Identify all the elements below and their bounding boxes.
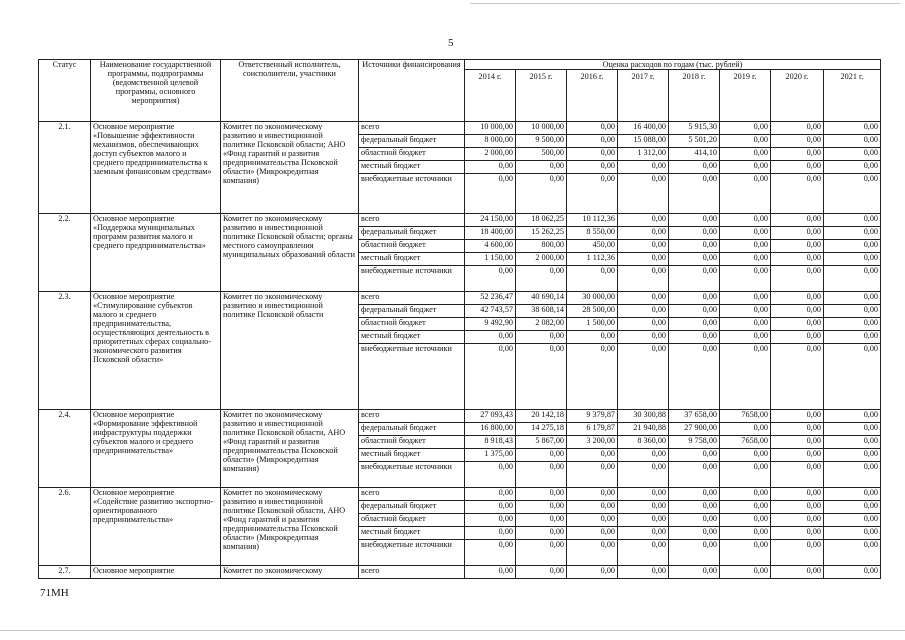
amount-cell: 0,00 (824, 122, 881, 135)
year-header: 2021 г. (824, 70, 881, 122)
amount-cell: 0,00 (618, 540, 669, 566)
amount-cell: 37 658,00 (669, 410, 720, 423)
amount-cell: 0,00 (720, 227, 771, 240)
amount-cell: 0,00 (824, 253, 881, 266)
table-row (39, 488, 881, 501)
amount-cell: 1 375,00 (465, 449, 516, 462)
amount-cell: 0,00 (771, 161, 824, 174)
amount-cell: 0,00 (771, 566, 824, 579)
header-row (39, 60, 881, 70)
funding-source-cell: всего (359, 122, 465, 135)
year-header: 2015 г. (516, 70, 567, 122)
amount-cell: 0,00 (771, 148, 824, 161)
amount-cell: 0,00 (669, 501, 720, 514)
amount-cell: 0,00 (567, 266, 618, 292)
amount-cell: 0,00 (618, 449, 669, 462)
amount-cell: 0,00 (824, 514, 881, 527)
amount-cell: 0,00 (720, 540, 771, 566)
amount-cell: 0,00 (567, 566, 618, 579)
amount-cell: 0,00 (720, 148, 771, 161)
amount-cell: 0,00 (465, 174, 516, 214)
funding-source-cell: областной бюджет (359, 148, 465, 161)
amount-cell: 500,00 (516, 148, 567, 161)
amount-cell: 0,00 (516, 449, 567, 462)
amount-cell: 0,00 (465, 161, 516, 174)
amount-cell: 15 262,25 (516, 227, 567, 240)
amount-cell: 2 000,00 (465, 148, 516, 161)
executor-cell: Комитет по экономическому развитию и инвестиционной политике Псковской области; органы местного самоуправления муниципальных образований области (221, 214, 359, 292)
amount-cell: 0,00 (669, 253, 720, 266)
amount-cell: 21 940,88 (618, 423, 669, 436)
amount-cell: 0,00 (720, 344, 771, 410)
amount-cell: 18 400,00 (465, 227, 516, 240)
amount-cell: 4 600,00 (465, 240, 516, 253)
amount-cell: 0,00 (720, 501, 771, 514)
year-header: 2016 г. (567, 70, 618, 122)
amount-cell: 0,00 (824, 305, 881, 318)
activity-name-cell: Основное мероприятие «Стимулирование субъектов малого и среднего предпринимательства, осуществляющих деятельность в приоритетных сферах социально-экономического развития Псковской области» (91, 292, 221, 410)
amount-cell: 0,00 (824, 462, 881, 488)
funding-source-cell: всего (359, 214, 465, 227)
amount-cell: 8 000,00 (465, 135, 516, 148)
amount-cell: 0,00 (516, 566, 567, 579)
amount-cell: 0,00 (567, 501, 618, 514)
amount-cell: 0,00 (720, 462, 771, 488)
amount-cell: 0,00 (771, 514, 824, 527)
amount-cell: 0,00 (824, 501, 881, 514)
funding-source-cell: областной бюджет (359, 240, 465, 253)
amount-cell: 0,00 (771, 527, 824, 540)
amount-cell: 0,00 (618, 240, 669, 253)
activity-name-cell: Основное мероприятие «Формирование эффективной инфраструктуры поддержки субъектов малого и среднего предпринимательства» (91, 410, 221, 488)
funding-source-cell: областной бюджет (359, 318, 465, 331)
amount-cell: 0,00 (618, 305, 669, 318)
amount-cell: 0,00 (567, 148, 618, 161)
amount-cell: 0,00 (771, 253, 824, 266)
amount-cell: 0,00 (618, 331, 669, 344)
page-number: 5 (448, 37, 454, 49)
funding-source-cell: федеральный бюджет (359, 227, 465, 240)
funding-source-cell: всего (359, 488, 465, 501)
funding-source-cell: внебюджетные источники (359, 174, 465, 214)
funding-source-cell: всего (359, 566, 465, 579)
amount-cell: 0,00 (567, 514, 618, 527)
amount-cell: 0,00 (618, 566, 669, 579)
amount-cell: 0,00 (720, 527, 771, 540)
budget-table (38, 59, 881, 579)
amount-cell: 0,00 (771, 174, 824, 214)
amount-cell: 0,00 (771, 423, 824, 436)
amount-cell: 1 150,00 (465, 253, 516, 266)
amount-cell: 0,00 (618, 253, 669, 266)
amount-cell: 0,00 (771, 410, 824, 423)
amount-cell: 0,00 (771, 540, 824, 566)
amount-cell: 0,00 (771, 214, 824, 227)
amount-cell: 0,00 (771, 292, 824, 305)
amount-cell: 8 918,43 (465, 436, 516, 449)
amount-cell: 27 900,00 (669, 423, 720, 436)
amount-cell: 0,00 (771, 305, 824, 318)
amount-cell: 0,00 (618, 488, 669, 501)
amount-cell: 1 500,00 (567, 318, 618, 331)
amount-cell: 0,00 (669, 305, 720, 318)
funding-source-cell: всего (359, 410, 465, 423)
amount-cell: 0,00 (824, 227, 881, 240)
amount-cell: 0,00 (618, 501, 669, 514)
amount-cell: 0,00 (720, 292, 771, 305)
amount-cell: 15 088,00 (618, 135, 669, 148)
executor-cell: Комитет по экономическому развитию и инвестиционной политике Псковской области; АНО «Фонд гарантий и развития предпринимательства Псковской области» (Микрокредитная компания) (221, 122, 359, 214)
scan-edge-top (470, 3, 900, 4)
amount-cell: 0,00 (618, 514, 669, 527)
amount-cell: 0,00 (720, 122, 771, 135)
funding-source-cell: местный бюджет (359, 331, 465, 344)
activity-name-cell: Основное мероприятие «Содействие развитию экспортно-ориентированного предпринимательства» (91, 488, 221, 566)
funding-source-cell: федеральный бюджет (359, 305, 465, 318)
amount-cell: 1 112,36 (567, 253, 618, 266)
amount-cell: 0,00 (669, 514, 720, 527)
status-cell: 2.6. (39, 488, 91, 566)
amount-cell: 0,00 (669, 174, 720, 214)
amount-cell: 0,00 (771, 436, 824, 449)
amount-cell: 0,00 (618, 292, 669, 305)
amount-cell: 0,00 (516, 501, 567, 514)
amount-cell: 0,00 (824, 436, 881, 449)
funding-source-cell: внебюджетные источники (359, 540, 465, 566)
amount-cell: 0,00 (824, 148, 881, 161)
funding-source-cell: местный бюджет (359, 253, 465, 266)
amount-cell: 30 000,00 (567, 292, 618, 305)
amount-cell: 0,00 (465, 501, 516, 514)
amount-cell: 2 082,00 (516, 318, 567, 331)
amount-cell: 0,00 (720, 174, 771, 214)
amount-cell: 0,00 (465, 527, 516, 540)
amount-cell: 0,00 (618, 227, 669, 240)
amount-cell: 0,00 (465, 462, 516, 488)
amount-cell: 0,00 (516, 488, 567, 501)
amount-cell: 0,00 (669, 449, 720, 462)
amount-cell: 0,00 (771, 318, 824, 331)
status-cell: 2.1. (39, 122, 91, 214)
amount-cell: 18 062,25 (516, 214, 567, 227)
amount-cell: 0,00 (771, 227, 824, 240)
amount-cell: 0,00 (618, 214, 669, 227)
amount-cell: 27 093,43 (465, 410, 516, 423)
amount-cell: 2 000,00 (516, 253, 567, 266)
amount-cell: 0,00 (669, 227, 720, 240)
amount-cell: 0,00 (824, 292, 881, 305)
amount-cell: 0,00 (465, 488, 516, 501)
amount-cell: 0,00 (720, 566, 771, 579)
amount-cell: 0,00 (824, 410, 881, 423)
amount-cell: 0,00 (465, 266, 516, 292)
status-cell: 2.2. (39, 214, 91, 292)
amount-cell: 0,00 (771, 331, 824, 344)
year-header: 2020 г. (771, 70, 824, 122)
executor-cell: Комитет по экономическому (221, 566, 359, 579)
amount-cell: 0,00 (824, 318, 881, 331)
amount-cell: 0,00 (465, 566, 516, 579)
amount-cell: 1 312,00 (618, 148, 669, 161)
executor-cell: Комитет по экономическому развитию и инвестиционной политике Псковской области, АНО «Фонд гарантий и развития предпринимательства Псковской области» (Микрокредитная компания) (221, 488, 359, 566)
executor-cell: Комитет по экономическому развитию и инвестиционной политике Псковской области, АНО «Фонд гарантий и развития предпринимательства Псковской области» (Микрокредитная компания) (221, 410, 359, 488)
amount-cell: 0,00 (720, 161, 771, 174)
amount-cell: 0,00 (720, 331, 771, 344)
amount-cell: 0,00 (720, 214, 771, 227)
amount-cell: 0,00 (567, 527, 618, 540)
amount-cell: 450,00 (567, 240, 618, 253)
amount-cell: 0,00 (516, 540, 567, 566)
status-cell: 2.7. (39, 566, 91, 579)
amount-cell: 0,00 (618, 161, 669, 174)
amount-cell: 0,00 (720, 423, 771, 436)
amount-cell: 0,00 (771, 135, 824, 148)
amount-cell: 0,00 (669, 214, 720, 227)
table-row (39, 566, 881, 579)
amount-cell: 0,00 (669, 488, 720, 501)
amount-cell: 0,00 (465, 540, 516, 566)
funding-source-cell: внебюджетные источники (359, 462, 465, 488)
year-header: 2017 г. (618, 70, 669, 122)
amount-cell: 5 501,20 (669, 135, 720, 148)
funding-source-cell: федеральный бюджет (359, 501, 465, 514)
amount-cell: 5 867,00 (516, 436, 567, 449)
amount-cell: 0,00 (824, 161, 881, 174)
amount-cell: 0,00 (567, 122, 618, 135)
amount-cell: 8 360,00 (618, 436, 669, 449)
amount-cell: 0,00 (516, 344, 567, 410)
amount-cell: 0,00 (669, 240, 720, 253)
amount-cell: 0,00 (720, 240, 771, 253)
amount-cell: 0,00 (771, 449, 824, 462)
amount-cell: 0,00 (567, 331, 618, 344)
year-header: 2014 г. (465, 70, 516, 122)
funding-source-cell: областной бюджет (359, 514, 465, 527)
amount-cell: 0,00 (669, 566, 720, 579)
amount-cell: 0,00 (516, 514, 567, 527)
amount-cell: 8 550,00 (567, 227, 618, 240)
amount-cell: 40 690,14 (516, 292, 567, 305)
year-header: 2019 г. (720, 70, 771, 122)
amount-cell: 0,00 (824, 135, 881, 148)
amount-cell: 0,00 (720, 305, 771, 318)
amount-cell: 0,00 (824, 488, 881, 501)
amount-cell: 0,00 (567, 462, 618, 488)
amount-cell: 0,00 (567, 488, 618, 501)
amount-cell: 0,00 (618, 174, 669, 214)
status-header: Статус (39, 60, 91, 122)
amount-cell: 0,00 (824, 540, 881, 566)
table-row (39, 214, 881, 227)
executor-cell: Комитет по экономическому развитию и инвестиционной политике Псковской области (221, 292, 359, 410)
funding-source-cell: местный бюджет (359, 449, 465, 462)
amount-cell: 0,00 (824, 174, 881, 214)
amount-cell: 0,00 (618, 318, 669, 331)
amount-cell: 0,00 (669, 331, 720, 344)
funding-source-cell: областной бюджет (359, 436, 465, 449)
amount-cell: 0,00 (771, 122, 824, 135)
table-row (39, 292, 881, 305)
amount-cell: 0,00 (516, 462, 567, 488)
amount-cell: 0,00 (516, 331, 567, 344)
amount-cell: 0,00 (669, 292, 720, 305)
amount-cell: 0,00 (516, 174, 567, 214)
amount-cell: 16 800,00 (465, 423, 516, 436)
amount-cell: 0,00 (465, 514, 516, 527)
amount-cell: 0,00 (720, 135, 771, 148)
table-row (39, 122, 881, 135)
status-cell: 2.4. (39, 410, 91, 488)
amount-cell: 28 500,00 (567, 305, 618, 318)
amount-cell: 0,00 (771, 240, 824, 253)
amount-cell: 0,00 (618, 266, 669, 292)
amount-cell: 0,00 (669, 462, 720, 488)
amount-cell: 800,00 (516, 240, 567, 253)
amount-cell: 0,00 (771, 462, 824, 488)
amount-cell: 9 758,00 (669, 436, 720, 449)
amount-cell: 16 400,00 (618, 122, 669, 135)
amount-cell: 0,00 (567, 344, 618, 410)
amount-cell: 20 142,18 (516, 410, 567, 423)
funding-source-cell: местный бюджет (359, 161, 465, 174)
amount-cell: 0,00 (720, 318, 771, 331)
sources-header: Источники финансирования (359, 60, 465, 122)
amount-cell: 3 200,00 (567, 436, 618, 449)
amount-cell: 0,00 (567, 161, 618, 174)
amount-cell: 414,10 (669, 148, 720, 161)
scan-edge-bottom (0, 630, 905, 631)
amount-cell: 0,00 (720, 253, 771, 266)
amount-cell: 0,00 (567, 174, 618, 214)
amount-cell: 0,00 (824, 214, 881, 227)
amount-cell: 0,00 (824, 449, 881, 462)
estimate-header: Оценка расходов по годам (тыс. рублей) (465, 60, 881, 70)
amount-cell: 0,00 (771, 501, 824, 514)
amount-cell: 0,00 (824, 344, 881, 410)
amount-cell: 0,00 (669, 344, 720, 410)
amount-cell: 0,00 (567, 135, 618, 148)
amount-cell: 5 915,30 (669, 122, 720, 135)
amount-cell: 9 379,87 (567, 410, 618, 423)
amount-cell: 14 275,18 (516, 423, 567, 436)
table-row (39, 410, 881, 423)
amount-cell: 0,00 (720, 449, 771, 462)
activity-name-cell: Основное мероприятие «Поддержка муниципальных программ развития малого и среднего предпринимательства» (91, 214, 221, 292)
amount-cell: 0,00 (771, 344, 824, 410)
funding-source-cell: внебюджетные источники (359, 344, 465, 410)
amount-cell: 0,00 (465, 344, 516, 410)
amount-cell: 0,00 (669, 266, 720, 292)
amount-cell: 38 608,14 (516, 305, 567, 318)
amount-cell: 10 112,36 (567, 214, 618, 227)
funding-source-cell: федеральный бюджет (359, 423, 465, 436)
executor-header: Ответственный исполнитель, соисполнители, участники (221, 60, 359, 122)
amount-cell: 0,00 (824, 423, 881, 436)
status-cell: 2.3. (39, 292, 91, 410)
funding-source-cell: всего (359, 292, 465, 305)
activity-name-cell: Основное мероприятие (91, 566, 221, 579)
amount-cell: 42 743,57 (465, 305, 516, 318)
amount-cell: 24 150,00 (465, 214, 516, 227)
amount-cell: 0,00 (824, 566, 881, 579)
amount-cell: 30 300,88 (618, 410, 669, 423)
amount-cell: 0,00 (824, 527, 881, 540)
amount-cell: 0,00 (720, 488, 771, 501)
amount-cell: 0,00 (824, 331, 881, 344)
amount-cell: 0,00 (516, 161, 567, 174)
amount-cell: 0,00 (771, 266, 824, 292)
amount-cell: 0,00 (465, 331, 516, 344)
year-header: 2018 г. (669, 70, 720, 122)
amount-cell: 10 000,00 (465, 122, 516, 135)
funding-source-cell: внебюджетные источники (359, 266, 465, 292)
amount-cell: 52 236,47 (465, 292, 516, 305)
amount-cell: 0,00 (516, 527, 567, 540)
amount-cell: 0,00 (669, 540, 720, 566)
amount-cell: 7658,00 (720, 410, 771, 423)
funding-source-cell: местный бюджет (359, 527, 465, 540)
amount-cell: 0,00 (516, 266, 567, 292)
footer-code: 71МН (40, 587, 69, 599)
amount-cell: 6 179,87 (567, 423, 618, 436)
amount-cell: 0,00 (669, 161, 720, 174)
amount-cell: 0,00 (618, 527, 669, 540)
amount-cell: 0,00 (669, 527, 720, 540)
amount-cell: 0,00 (669, 318, 720, 331)
amount-cell: 7658,00 (720, 436, 771, 449)
activity-name-cell: Основное мероприятие «Повышение эффективности механизмов, обеспечивающих доступ субъектов малого и среднего предпринимательства к заемным финансовым средствам» (91, 122, 221, 214)
amount-cell: 0,00 (824, 266, 881, 292)
amount-cell: 0,00 (567, 449, 618, 462)
amount-cell: 9 492,90 (465, 318, 516, 331)
program-header: Наименование государственной программы, подпрограммы (ведомственной целевой программы, основного мероприятия) (91, 60, 221, 122)
amount-cell: 0,00 (771, 488, 824, 501)
amount-cell: 0,00 (824, 240, 881, 253)
amount-cell: 0,00 (720, 514, 771, 527)
amount-cell: 0,00 (618, 462, 669, 488)
amount-cell: 9 500,00 (516, 135, 567, 148)
amount-cell: 0,00 (567, 540, 618, 566)
amount-cell: 0,00 (720, 266, 771, 292)
amount-cell: 10 000,00 (516, 122, 567, 135)
funding-source-cell: федеральный бюджет (359, 135, 465, 148)
amount-cell: 0,00 (618, 344, 669, 410)
